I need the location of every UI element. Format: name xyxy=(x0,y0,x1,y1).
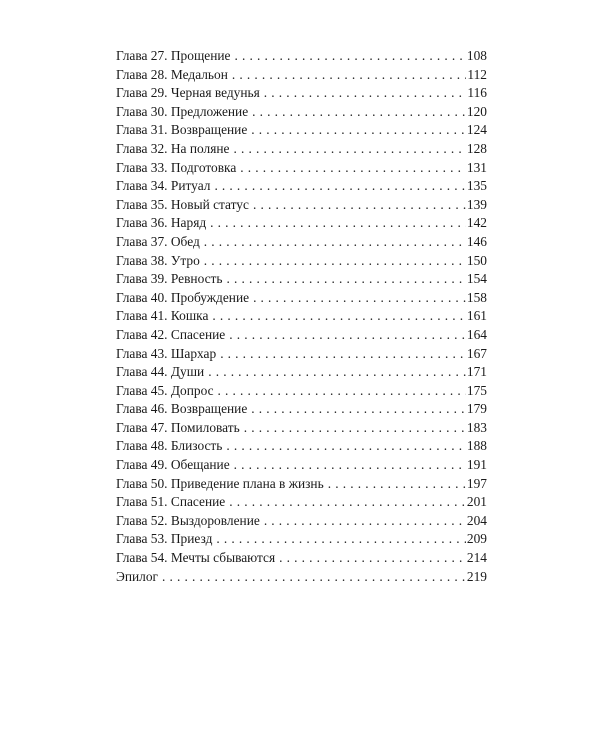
toc-dot-leader xyxy=(162,568,466,587)
table-of-contents xyxy=(116,47,487,586)
toc-dot-leader xyxy=(328,475,466,494)
toc-entry xyxy=(116,568,487,587)
toc-dot-leader xyxy=(244,419,466,438)
toc-dot-leader xyxy=(212,307,466,326)
toc-entry-page-number: 164 xyxy=(466,326,487,342)
toc-entry xyxy=(116,270,487,289)
toc-entry-page-number: 139 xyxy=(466,196,487,212)
toc-entry-title: Глава 28. Медальон xyxy=(116,66,232,85)
toc-entry-page-number: 171 xyxy=(466,364,487,380)
toc-dot-leader xyxy=(252,103,466,122)
toc-dot-leader xyxy=(279,549,466,568)
toc-entry-title: Глава 47. Помиловать xyxy=(116,419,244,438)
toc-entry xyxy=(116,103,487,122)
toc-entry-title: Глава 40. Пробуждение xyxy=(116,289,253,308)
toc-dot-leader xyxy=(214,177,465,196)
toc-entry-title: Глава 49. Обещание xyxy=(116,456,234,475)
toc-dot-leader xyxy=(234,47,465,66)
toc-entry-title: Глава 35. Новый статус xyxy=(116,196,253,215)
toc-entry xyxy=(116,177,487,196)
toc-dot-leader xyxy=(218,382,466,401)
toc-entry-page-number: 146 xyxy=(466,233,487,249)
toc-entry xyxy=(116,289,487,308)
toc-entry-page-number: 201 xyxy=(466,494,487,510)
toc-entry-page-number: 179 xyxy=(466,401,487,417)
toc-entry-title: Глава 33. Подготовка xyxy=(116,159,240,178)
toc-dot-leader xyxy=(232,66,467,85)
toc-dot-leader xyxy=(264,512,466,531)
toc-entry-page-number: 135 xyxy=(466,178,487,194)
toc-dot-leader xyxy=(216,530,466,549)
toc-entry xyxy=(116,159,487,178)
toc-entry-page-number: 175 xyxy=(466,382,487,398)
toc-entry-page-number: 108 xyxy=(466,48,487,63)
toc-entry-title: Глава 30. Предложение xyxy=(116,103,252,122)
toc-entry-title: Глава 53. Приезд xyxy=(116,530,216,549)
toc-entry-page-number: 161 xyxy=(466,308,487,324)
toc-entry xyxy=(116,456,487,475)
toc-dot-leader xyxy=(253,196,466,215)
toc-dot-leader xyxy=(204,252,466,271)
toc-dot-leader xyxy=(227,270,466,289)
toc-dot-leader xyxy=(234,456,466,475)
toc-entry xyxy=(116,400,487,419)
toc-entry xyxy=(116,121,487,140)
toc-entry xyxy=(116,252,487,271)
toc-dot-leader xyxy=(220,345,466,364)
toc-entry-page-number: 124 xyxy=(466,122,487,138)
toc-entry-title: Глава 34. Ритуал xyxy=(116,177,214,196)
toc-entry-title: Глава 38. Утро xyxy=(116,252,204,271)
toc-entry xyxy=(116,66,487,85)
toc-entry-page-number: 214 xyxy=(466,550,487,566)
toc-dot-leader xyxy=(240,159,466,178)
toc-entry xyxy=(116,493,487,512)
toc-entry-title: Глава 45. Допрос xyxy=(116,382,218,401)
toc-entry-page-number: 197 xyxy=(466,475,487,491)
toc-entry-page-number: 158 xyxy=(466,289,487,305)
toc-dot-leader xyxy=(233,140,465,159)
toc-entry xyxy=(116,437,487,456)
toc-entry-title: Глава 48. Близость xyxy=(116,437,226,456)
toc-entry-page-number: 142 xyxy=(466,215,487,231)
toc-entry-title: Глава 27. Прощение xyxy=(116,47,234,66)
toc-entry-title: Глава 32. На поляне xyxy=(116,140,233,159)
toc-entry-page-number: 188 xyxy=(466,438,487,454)
toc-dot-leader xyxy=(229,493,466,512)
toc-entry-page-number: 112 xyxy=(467,66,487,82)
toc-entry-title: Эпилог xyxy=(116,568,162,587)
toc-entry xyxy=(116,549,487,568)
toc-entry xyxy=(116,512,487,531)
toc-dot-leader xyxy=(229,326,466,345)
toc-entry-title: Глава 37. Обед xyxy=(116,233,204,252)
toc-entry-page-number: 209 xyxy=(466,531,487,547)
toc-entry-page-number: 120 xyxy=(466,103,487,119)
toc-entry-title: Глава 46. Возвращение xyxy=(116,400,251,419)
toc-entry-page-number: 204 xyxy=(466,512,487,528)
toc-entry-title: Глава 42. Спасение xyxy=(116,326,229,345)
toc-dot-leader xyxy=(204,233,466,252)
toc-entry xyxy=(116,475,487,494)
toc-entry xyxy=(116,140,487,159)
toc-entry-title: Глава 54. Мечты сбываются xyxy=(116,549,279,568)
toc-entry xyxy=(116,326,487,345)
toc-entry-title: Глава 29. Черная ведунья xyxy=(116,84,264,103)
toc-entry-page-number: 128 xyxy=(466,140,487,156)
toc-entry xyxy=(116,233,487,252)
toc-entry-title: Глава 52. Выздоровление xyxy=(116,512,264,531)
toc-entry-title: Глава 41. Кошка xyxy=(116,307,212,326)
toc-dot-leader xyxy=(251,400,466,419)
toc-entry xyxy=(116,363,487,382)
toc-dot-leader xyxy=(208,363,466,382)
toc-dot-leader xyxy=(264,84,467,103)
toc-entry-page-number: 191 xyxy=(466,457,487,473)
toc-entry-title: Глава 36. Наряд xyxy=(116,214,210,233)
toc-dot-leader xyxy=(226,437,466,456)
toc-dot-leader xyxy=(210,214,466,233)
toc-entry xyxy=(116,307,487,326)
toc-entry-page-number: 150 xyxy=(466,252,487,268)
toc-entry-page-number: 183 xyxy=(466,419,487,435)
toc-entry-page-number: 167 xyxy=(466,345,487,361)
toc-entry-page-number: 131 xyxy=(466,159,487,175)
toc-entry-title: Глава 44. Души xyxy=(116,363,208,382)
toc-entry-title: Глава 51. Спасение xyxy=(116,493,229,512)
toc-entry-title: Глава 39. Ревность xyxy=(116,270,227,289)
toc-entry-title: Глава 50. Приведение плана в жизнь xyxy=(116,475,328,494)
toc-dot-leader xyxy=(253,289,466,308)
toc-entry-page-number: 116 xyxy=(467,85,487,101)
toc-entry xyxy=(116,84,487,103)
toc-entry xyxy=(116,47,487,66)
toc-entry xyxy=(116,419,487,438)
toc-entry xyxy=(116,214,487,233)
toc-entry xyxy=(116,382,487,401)
toc-entry xyxy=(116,530,487,549)
toc-dot-leader xyxy=(251,121,466,140)
toc-entry xyxy=(116,345,487,364)
toc-entry-page-number: 154 xyxy=(466,271,487,287)
toc-entry-page-number: 219 xyxy=(466,568,487,584)
toc-entry-title: Глава 43. Шархар xyxy=(116,345,220,364)
toc-entry xyxy=(116,196,487,215)
toc-entry-title: Глава 31. Возвращение xyxy=(116,121,251,140)
